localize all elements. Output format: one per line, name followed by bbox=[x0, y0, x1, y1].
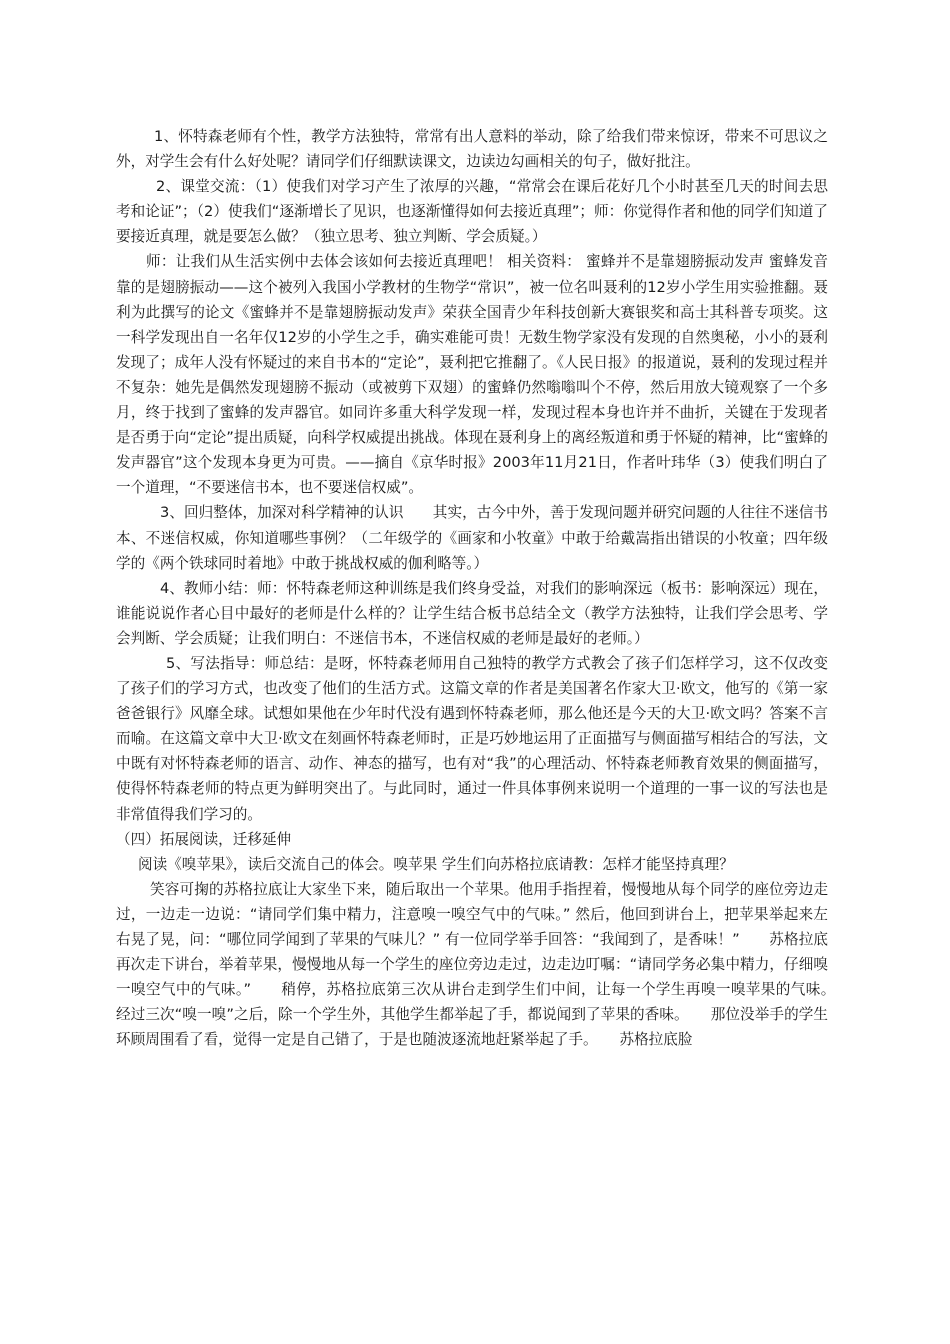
paragraph-3: 师：让我们从生活实例中去体会该如何去接近真理吧！ 相关资料： 蜜蜂并不是靠翅膀振动发声 蜜蜂发音靠的是翅膀振动——这个被列入我国小学教材的生物学“常识”，被一位名叫聂利的12岁小学生用实验推翻。聂利为此撰写的论文《蜜蜂并不是靠翅膀振动发声》荣获全国青少年科技创新大赛银奖和高士其科普专项奖。这一科学发现出自一名年仅12岁的小学生之手，确实难能可贵！无数生物学家没有发现的自然奥秘，小小的聂利发现了；成年人没有怀疑过的来自书本的“定论”，聂利把它推翻了。《人民日报》的报道说，聂利的发现过程并不复杂：她先是偶然发现翅膀不振动（或被剪下双翅）的蜜蜂仍然嗡嗡叫个不停，然后用放大镜观察了一个多月，终于找到了蜜蜂的发声器官。如同许多重大科学发现一样，发现过程本身也许并不曲折，关键在于发现者是否勇于向“定论”提出质疑，向科学权威提出挑战。体现在聂利身上的离经叛道和勇于怀疑的精神，比“蜜蜂的发声器官”这个发现本身更为可贵。——摘自《京华时报》2003年11月21日，作者叶玮华（3）使我们明白了一个道理，“不要迷信书本，也不要迷信权威”。 bbox=[116, 253, 828, 497]
paragraph-6: 5、写法指导：师总结：是呀，怀特森老师用自己独特的教学方式教会了孩子们怎样学习，这不仅改变了孩子们的学习方式，也改变了他们的生活方式。这篇文章的作者是美国著名作家大卫·欧文，他写的《第一家爸爸银行》风靡全球。试想如果他在少年时代没有遇到怀特森老师，那么他还是今天的大卫·欧文吗？答案不言而喻。在这篇文章中大卫·欧文在刻画怀特森老师时，正是巧妙地运用了正面描写与侧面描写相结合的写法，文中既有对怀特森老师的语言、动作、神态的描写，也有对“我”的心理活动、怀特森老师教育效果的侧面描写，使得怀特森老师的特点更为鲜明突出了。与此同时，通过一件具体事例来说明一个道理的一事一议的写法也是非常值得我们学习的。 bbox=[116, 654, 828, 823]
paragraph-2: 2、课堂交流：（1）使我们对学习产生了浓厚的兴趣，“常常会在课后花好几个小时甚至几天的时间去思考和论证”；（2）使我们“逐渐增长了见识，也逐渐懂得如何去接近真理”；师：你觉得作者和他的同学们知道了要接近真理，就是要怎么做？（独立思考、独立判断、学会质疑。） bbox=[116, 178, 828, 246]
paragraph-7: 阅读《嗅苹果》，读后交流自己的体会。嗅苹果 学生们向苏格拉底请教：怎样才能坚持真理？ bbox=[138, 855, 734, 873]
paragraph-5: 4、教师小结：师：怀特森老师这种训练是我们终身受益，对我们的影响深远（板书：影响深远）现在，谁能说说作者心目中最好的老师是什么样的？让学生结合板书总结全文（教学方法独特，让我们学会思考、学会判断、学会质疑；让我们明白：不迷信书本，不迷信权威的老师是最好的老师。） bbox=[116, 579, 828, 647]
section-heading: （四）拓展阅读，迁移延伸 bbox=[116, 830, 292, 848]
paragraph-4: 3、回归整体，加深对科学精神的认识 其实，古今中外，善于发现问题并研究问题的人往往不迷信书本、不迷信权威，你知道哪些事例？（二年级学的《画家和小牧童》中敢于给戴嵩指出错误的小牧童；四年级学的《两个铁球同时着地》中敢于挑战权威的伽利略等。） bbox=[116, 504, 828, 572]
paragraph-1: 1、怀特森老师有个性，教学方法独特，常常有出人意料的举动，除了给我们带来惊讶，带来不可思议之外，对学生会有什么好处呢？请同学们仔细默读课文，边读边勾画相关的句子，做好批注。 bbox=[116, 128, 828, 171]
paragraph-8: 笑容可掬的苏格拉底让大家坐下来，随后取出一个苹果。他用手指捏着，慢慢地从每个同学的座位旁边走过，一边走一边说：“请同学们集中精力，注意嗅一嗅空气中的气味。” 然后，他回到讲台上，把苹果举起来左右晃了晃，问：“哪位同学闻到了苹果的气味儿？” 有一位同学举手回答：“我闻到了，是香味！” 苏格拉底再次走下讲台，举着苹果，慢慢地从每一个学生的座位旁边走过，边走边叮嘱：“请同学务必集中精力，仔细嗅一嗅空气中的气味。” 稍停，苏格拉底第三次从讲台走到学生们中间，让每一个学生再嗅一嗅苹果的气味。 经过三次“嗅一嗅”之后，除一个学生外，其他学生都举起了手，都说闻到了苹果的香味。 那位没举手的学生环顾周围看了看，觉得一定是自己错了，于是也随波逐流地赶紧举起了手。 苏格拉底脸 bbox=[116, 880, 858, 1049]
document-body bbox=[116, 124, 858, 1052]
